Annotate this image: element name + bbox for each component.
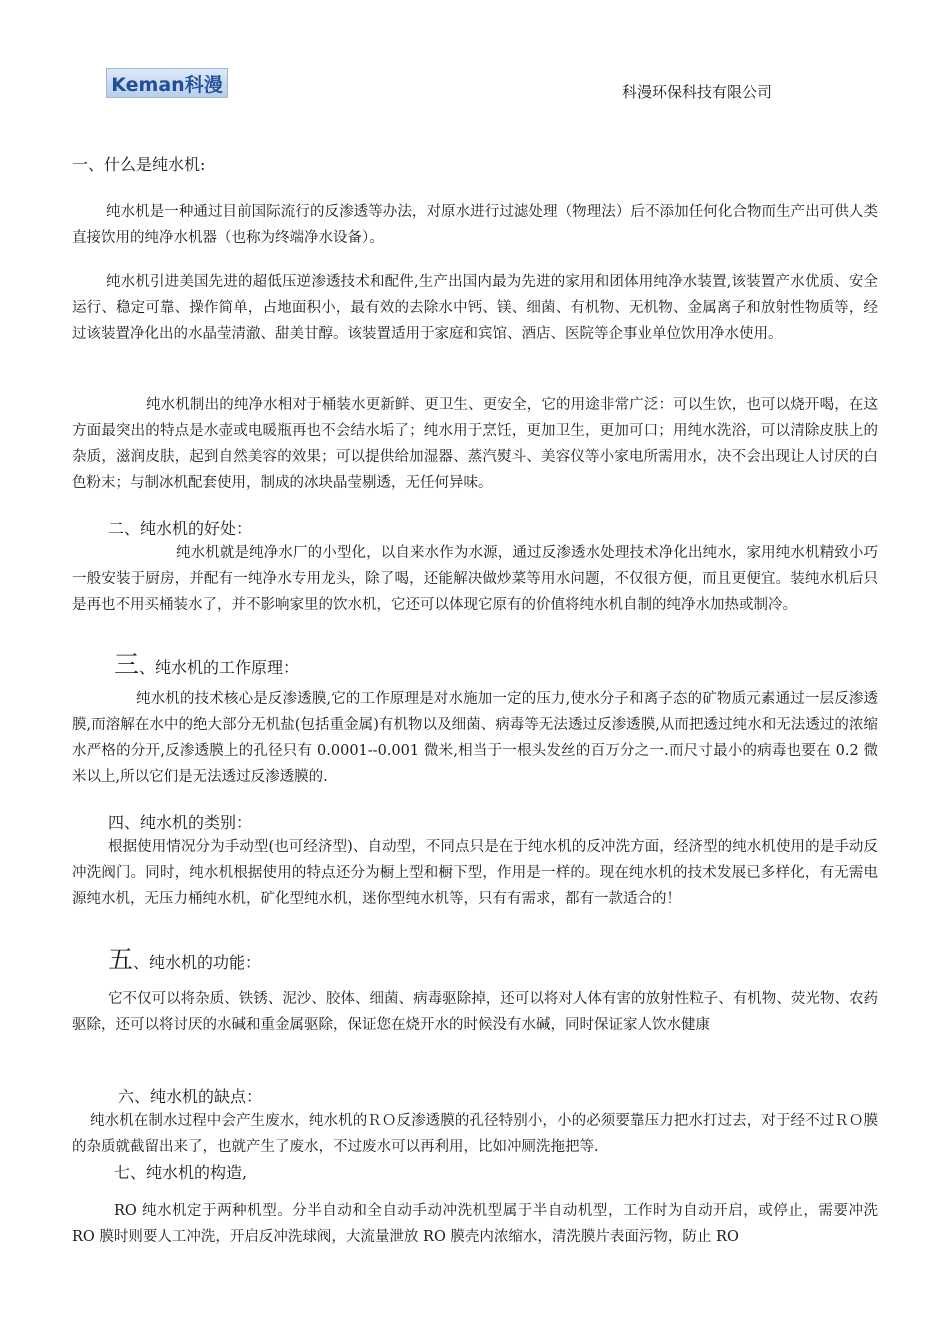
company-name: 科漫环保科技有限公司: [622, 83, 773, 101]
section-4-paragraph-1: 根据使用情况分为手动型(也可经济型)、自动型，不同点只是在于纯水机的反冲洗方面，经济型的纯水机使用的是手动反冲洗阀门。同时，纯水机根据使用的特点还分为橱上型和橱下型，作用是一样的。现在纯水机的技术发展已多样化，有无需电源纯水机，无压力桶纯水机，矿化型纯水机，迷你型纯水机等，只有有需求，都有一款适合的！: [72, 839, 878, 907]
section-5-heading-numeral: 五: [108, 945, 134, 974]
section-5-heading: [108, 940, 261, 976]
logo-text: Keman科漫: [111, 73, 223, 96]
section-1-paragraph-3: 纯水机制出的纯净水相对于桶装水更新鲜、更卫生、更安全，它的用途非常广泛：可以生饮，也可以烧开喝，在这方面最突出的特点是水壶或电暖瓶再也不会结水垢了；纯水用于烹饪，更加卫生，更加可口；用纯水洗浴，可以清除皮肤上的杂质，滋润皮肤，起到自然美容的效果；可以提供给加湿器、蒸汽熨斗、美容仪等小家电所需用水，决不会出现让人讨厌的白色粉末；与制冰机配套使用，制成的冰块晶莹剔透，无任何异味。: [72, 397, 878, 491]
section-1-paragraph-2: 纯水机引进美国先进的超低压逆渗透技术和配件,生产出国内最为先进的家用和团体用纯净水装置,该装置产水优质、安全运行、稳定可靠、操作简单，占地面积小，最有效的去除水中钙、镁、细菌、有机物、无机物、金属离子和放射性物质等，经过该装置净化出的水晶莹清澈、甜美甘醇。该装置适用于家庭和宾馆、酒店、医院等企事业单位饮用净水使用。: [72, 274, 878, 342]
section-5-heading-text: 、纯水机的功能：: [133, 953, 262, 972]
company-logo: [106, 68, 228, 98]
section-4-heading: 四、纯水机的类别：: [108, 813, 253, 832]
section-1-paragraph-1: 纯水机是一种通过目前国际流行的反渗透等办法，对原水进行过滤处理（物理法）后不添加任何化合物而生产出可供人类直接饮用的纯净水机器（也称为终端净水设备）。: [72, 204, 878, 246]
section-2-paragraph-1: 纯水机就是纯净水厂的小型化，以自来水作为水源，通过反渗透水处理技术净化出纯水，家用纯水机精致小巧一般安装于厨房，并配有一纯净水专用龙头，除了喝，还能解决做炒菜等用水问题，不仅很方便，而且更便宜。装纯水机后只是再也不用买桶装水了，并不影响家里的饮水机，它还可以体现它原有的价值将纯水机自制的纯净水加热或制冷。: [72, 545, 878, 613]
section-1-heading: 一、什么是纯水机:: [72, 155, 206, 174]
section-5-paragraph-1: 它不仅可以将杂质、铁锈、泥沙、胶体、细菌、病毒驱除掉，还可以将对人体有害的放射性粒子、有机物、荧光物、农药驱除，还可以将讨厌的水碱和重金属驱除，保证您在烧开水的时候没有水碱，同时保证家人饮水健康: [72, 991, 878, 1033]
section-3-heading-text: 、纯水机的工作原理：: [139, 658, 300, 677]
section-2-heading: 二、纯水机的好处：: [108, 519, 253, 538]
section-7-heading: 七、纯水机的构造,: [114, 1163, 248, 1182]
section-6-paragraph-1: 纯水机在制水过程中会产生废水，纯水机的ＲＯ反渗透膜的孔径特别小，小的必须要靠压力把水打过去，对于经不过ＲＯ膜的杂质就截留出来了，也就产生了废水，不过废水可以再利用，比如冲厕洗拖把等.: [72, 1113, 878, 1155]
section-6-heading: 六、纯水机的缺点：: [118, 1087, 263, 1106]
section-7-paragraph-1: RO 纯水机定于两种机型。分半自动和全自动手动冲洗机型属于半自动机型，工作时为自动开启，或停止，需要冲洗 RO 膜时则要人工冲洗，开启反冲洗球阀，大流量泄放 RO 膜壳内浓缩水，清洗膜片表面污物，防止 RO: [72, 1203, 878, 1245]
section-3-paragraph-1: 纯水机的技术核心是反渗透膜,它的工作原理是对水施加一定的压力,使水分子和离子态的矿物质元素通过一层反渗透膜,而溶解在水中的绝大部分无机盐(包括重金属)有机物以及细菌、病毒等无法透过反渗透膜,从而把透过纯水和无法透过的浓缩水严格的分开,反渗透膜上的孔径只有 0.0001--0.001 微米,相当于一根头发丝的百万分之一.而尺寸最小的病毒也要在 0.2 微米以上,所以它们是无法透过反渗透膜的.: [72, 691, 878, 785]
section-3-heading-numeral: 三: [114, 650, 140, 679]
section-3-heading: [114, 645, 299, 681]
